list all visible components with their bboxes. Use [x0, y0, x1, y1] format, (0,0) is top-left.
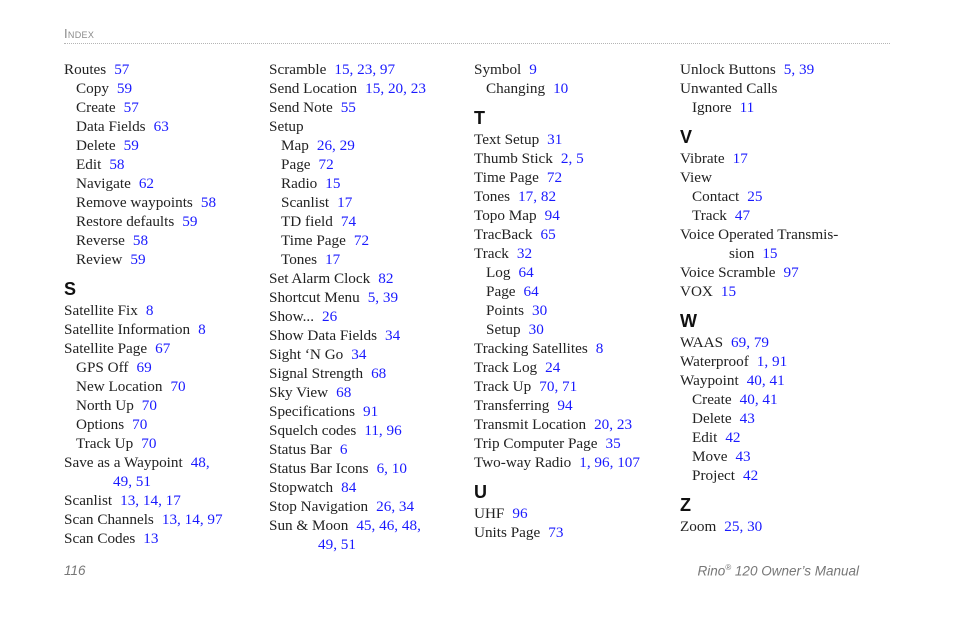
page-reference-link[interactable]: 26	[322, 308, 338, 325]
entry-term: Navigate	[76, 175, 131, 192]
page-reference-link[interactable]: 65	[540, 226, 556, 243]
page-reference-link[interactable]: 35	[605, 435, 621, 452]
index-entry	[269, 307, 469, 326]
entry-term: Save as a Waypoint	[64, 454, 183, 471]
entry-term: TracBack	[474, 226, 533, 243]
page-reference-link[interactable]: 13, 14, 97	[161, 511, 223, 528]
page-reference-link[interactable]: 59	[123, 137, 139, 154]
entry-term: Voice Operated Transmis-	[680, 226, 839, 243]
page-reference-link[interactable]: 17	[732, 150, 748, 167]
page-reference-link[interactable]: 57	[123, 99, 139, 116]
entry-term: Create	[76, 99, 116, 116]
index-entry	[474, 523, 674, 542]
index-entry	[474, 187, 674, 206]
page-reference-link[interactable]: 6, 10	[376, 460, 407, 477]
index-entry	[269, 155, 469, 174]
index-entry	[680, 282, 880, 301]
entry-term: Status Bar Icons	[269, 460, 369, 477]
letter-heading: Z	[680, 495, 691, 515]
index-entry	[680, 206, 880, 225]
entry-term: Track	[474, 245, 509, 262]
page-reference-link[interactable]: 91	[363, 403, 379, 420]
entry-term: Send Location	[269, 80, 358, 97]
index-entry	[64, 155, 264, 174]
entry-term: Restore defaults	[76, 213, 175, 230]
index-entry	[474, 130, 674, 149]
registered-mark: ®	[725, 563, 732, 572]
index-entry	[64, 377, 264, 396]
page-reference-link[interactable]: 15, 23, 97	[334, 61, 396, 78]
entry-term: Scan Codes	[64, 530, 136, 547]
index-entry	[64, 79, 264, 98]
index-entry	[269, 326, 469, 345]
index-entry	[680, 517, 880, 536]
entry-term: Changing	[486, 80, 546, 97]
entry-term: Edit	[692, 429, 718, 446]
manual-title-text: 120 Owner’s Manual	[731, 563, 859, 579]
entry-term: Setup	[486, 321, 521, 338]
index-entry	[474, 206, 674, 225]
page-reference-link[interactable]: 82	[378, 270, 394, 287]
entry-term: Text Setup	[474, 131, 540, 148]
index-entry	[474, 60, 674, 79]
page-reference-link[interactable]: 43	[739, 410, 755, 427]
entry-term: WAAS	[680, 334, 724, 351]
entry-term: GPS Off	[76, 359, 129, 376]
index-entry	[474, 282, 674, 301]
page-reference-link[interactable]: 17	[325, 251, 341, 268]
entry-term: Map	[281, 137, 309, 154]
page-reference-link[interactable]: 13	[143, 530, 159, 547]
page-reference-link[interactable]: 55	[340, 99, 356, 116]
index-entry	[269, 516, 469, 535]
page-reference-link[interactable]: 84	[341, 479, 357, 496]
entry-term: Setup	[269, 118, 304, 135]
entry-term: Delete	[692, 410, 732, 427]
entry-term: Tones	[281, 251, 318, 268]
page-reference-link[interactable]: 32	[516, 245, 533, 262]
page-reference-link[interactable]: 1, 91	[756, 353, 788, 370]
page-reference-link[interactable]: 63	[153, 118, 169, 135]
index-entry	[474, 434, 674, 453]
page-reference-link[interactable]: 42	[725, 429, 741, 446]
index-entry	[269, 250, 469, 269]
entry-term: Tones	[474, 188, 511, 205]
page-reference-link[interactable]: 49, 51	[113, 473, 151, 490]
index-column-1	[64, 60, 264, 548]
entry-term: North Up	[76, 397, 134, 414]
page-reference-link[interactable]: 9	[529, 61, 537, 78]
entry-term: Scanlist	[281, 194, 330, 211]
entry-term: Scan Channels	[64, 511, 154, 528]
entry-term: sion	[729, 245, 755, 262]
entry-term: Sun & Moon	[269, 517, 349, 534]
page-reference-link[interactable]: 72	[546, 169, 563, 186]
index-entry	[474, 339, 674, 358]
page-reference-link[interactable]: 8	[145, 302, 154, 319]
entry-term: Vibrate	[680, 150, 725, 167]
entry-term: Project	[692, 467, 736, 484]
page-reference-link[interactable]: 15, 20, 23	[365, 80, 426, 97]
entry-term: Create	[692, 391, 732, 408]
entry-term: Track Log	[474, 359, 538, 376]
entry-term: Scanlist	[64, 492, 113, 509]
page-reference-link[interactable]: 48,	[190, 454, 210, 471]
entry-term: TD field	[281, 213, 333, 230]
page-reference-link[interactable]: 26, 34	[376, 498, 415, 515]
entry-term: Contact	[692, 188, 740, 205]
page-reference-link[interactable]: 15	[325, 175, 341, 192]
page-reference-link[interactable]: 17, 82	[518, 188, 557, 205]
index-entry	[269, 136, 469, 155]
index-entry	[64, 434, 264, 453]
entry-term: Transmit Location	[474, 416, 587, 433]
entry-term: View	[680, 169, 712, 186]
letter-heading: V	[680, 127, 693, 147]
entry-term: Squelch codes	[269, 422, 357, 439]
page-reference-link[interactable]: 70, 71	[539, 378, 578, 395]
index-entry	[64, 491, 264, 510]
index-entry	[269, 459, 469, 478]
page-reference-link[interactable]: 30	[528, 321, 544, 338]
page-reference-link[interactable]: 59	[130, 251, 146, 268]
entry-term: Zoom	[680, 518, 717, 535]
page-reference-link[interactable]: 45, 46, 48,	[356, 517, 421, 534]
index-entry	[680, 352, 880, 371]
index-entry	[64, 358, 264, 377]
index-entry	[64, 510, 264, 529]
page-reference-link[interactable]: 11, 96	[364, 422, 402, 439]
index-entry	[64, 472, 264, 491]
letter-heading: T	[474, 108, 485, 128]
page-reference-link[interactable]: 73	[548, 524, 564, 541]
index-column-2	[269, 60, 469, 554]
index-entry	[474, 396, 674, 415]
page-reference-link[interactable]: 74	[340, 213, 357, 230]
entry-term: Track Up	[76, 435, 134, 452]
page-reference-link[interactable]: 59	[182, 213, 198, 230]
entry-term: Review	[76, 251, 123, 268]
index-entry	[64, 320, 264, 339]
entry-term: Units Page	[474, 524, 541, 541]
page-reference-link[interactable]: 64	[523, 283, 539, 300]
index-entry	[269, 345, 469, 364]
entry-term: Unwanted Calls	[680, 80, 778, 97]
page-reference-link[interactable]: 10	[553, 80, 569, 97]
entry-term: Satellite Fix	[64, 302, 138, 319]
index-entry	[680, 428, 880, 447]
page-reference-link[interactable]: 70	[141, 397, 157, 414]
page-reference-link[interactable]: 94	[557, 397, 573, 414]
entry-term: Copy	[76, 80, 109, 97]
index-entry	[474, 225, 674, 244]
page-reference-link[interactable]: 17	[337, 194, 353, 211]
entry-term: Tracking Satellites	[474, 340, 588, 357]
page-reference-link[interactable]: 72	[318, 156, 334, 173]
entry-term: Trip Computer Page	[474, 435, 598, 452]
index-entry	[64, 301, 264, 320]
page-reference-link[interactable]: 13, 14, 17	[120, 492, 181, 509]
entry-term: Stop Navigation	[269, 498, 369, 515]
letter-heading: U	[474, 482, 487, 502]
entry-term: Show Data Fields	[269, 327, 377, 344]
entry-term: Options	[76, 416, 125, 433]
index-entry	[64, 193, 264, 212]
index-entry	[680, 447, 880, 466]
page-reference-link[interactable]: 70	[132, 416, 148, 433]
index-entry	[269, 364, 469, 383]
index-entry	[680, 390, 880, 409]
entry-term: Page	[486, 283, 516, 300]
index-entry	[474, 358, 674, 377]
index-entry	[269, 478, 469, 497]
manual-title	[698, 563, 860, 579]
index-entry	[64, 339, 264, 358]
entry-term: Topo Map	[474, 207, 537, 224]
index-entry	[680, 187, 880, 206]
index-entry	[64, 136, 264, 155]
page-reference-link[interactable]: 26, 29	[316, 137, 355, 154]
entry-term: Remove waypoints	[76, 194, 193, 211]
index-entry	[269, 288, 469, 307]
page-reference-link[interactable]: 49, 51	[318, 536, 356, 553]
index-entry	[269, 60, 469, 79]
page-reference-link[interactable]: 5, 39	[367, 289, 399, 306]
index-entry	[680, 466, 880, 485]
index-entry	[680, 168, 880, 187]
page-number: 116	[64, 563, 86, 578]
section-header: Index	[64, 26, 95, 41]
entry-term: Unlock Buttons	[680, 61, 776, 78]
entry-term: Shortcut Menu	[269, 289, 360, 306]
entry-term: Voice Scramble	[680, 264, 776, 281]
index-entry	[269, 497, 469, 516]
entry-term: Radio	[281, 175, 318, 192]
page-reference-link[interactable]: 58	[109, 156, 125, 173]
page-reference-link[interactable]: 5, 39	[783, 61, 815, 78]
entry-term: Thumb Stick	[474, 150, 553, 167]
entry-term: Waterproof	[680, 353, 749, 370]
entry-term: Transferring	[474, 397, 550, 414]
page-reference-link[interactable]: 58	[200, 194, 217, 211]
index-entry	[474, 320, 674, 339]
page-reference-link[interactable]: 40, 41	[739, 391, 778, 408]
index-entry	[269, 117, 469, 136]
index-entry	[269, 269, 469, 288]
entry-term: Ignore	[692, 99, 732, 116]
entry-term: Set Alarm Clock	[269, 270, 371, 287]
index-entry	[474, 453, 674, 472]
page-reference-link[interactable]: 6	[339, 441, 348, 458]
page-reference-link[interactable]: 11	[739, 99, 755, 116]
entry-term: Stopwatch	[269, 479, 334, 496]
entry-term: Log	[486, 264, 511, 281]
entry-term: Satellite Page	[64, 340, 148, 357]
index-entry	[64, 250, 264, 269]
entry-term: Routes	[64, 61, 107, 78]
index-entry	[680, 60, 880, 79]
index-entry	[269, 79, 469, 98]
index-entry	[64, 117, 264, 136]
page-reference-link[interactable]: 47	[734, 207, 751, 224]
index-entry	[269, 174, 469, 193]
page-reference-link[interactable]: 59	[116, 80, 133, 97]
entry-term: Data Fields	[76, 118, 146, 135]
index-entry	[474, 149, 674, 168]
letter-heading: S	[64, 279, 77, 299]
entry-term: Signal Strength	[269, 365, 364, 382]
index-entry	[474, 168, 674, 187]
entry-term: VOX	[680, 283, 713, 300]
page-reference-link[interactable]: 70	[141, 435, 157, 452]
page-reference-link[interactable]: 69	[136, 359, 152, 376]
page-reference-link[interactable]: 94	[544, 207, 560, 224]
index-entry	[680, 149, 880, 168]
entry-term: Status Bar	[269, 441, 332, 458]
index-column-3	[474, 60, 674, 542]
entry-term: Show...	[269, 308, 315, 325]
page-reference-link[interactable]: 34	[385, 327, 401, 344]
index-entry	[64, 396, 264, 415]
entry-term: Specifications	[269, 403, 356, 420]
page-reference-link[interactable]: 15	[720, 283, 737, 300]
brand-name: Rino	[697, 563, 726, 579]
entry-term: Time Page	[474, 169, 539, 186]
page-reference-link[interactable]: 62	[138, 175, 155, 192]
index-entry	[680, 79, 880, 98]
entry-term: Points	[486, 302, 524, 319]
entry-term: Sight ‘N Go	[269, 346, 344, 363]
index-entry	[680, 98, 880, 117]
index-entry	[64, 98, 264, 117]
index-entry	[64, 231, 264, 250]
index-entry	[64, 453, 264, 472]
index-entry	[474, 301, 674, 320]
index-entry	[474, 504, 674, 523]
page-reference-link[interactable]: 67	[155, 340, 171, 357]
page-reference-link[interactable]: 25	[747, 188, 763, 205]
page-reference-link[interactable]: 15	[762, 245, 778, 262]
entry-term: Edit	[76, 156, 102, 173]
entry-term: Track	[692, 207, 727, 224]
page-reference-link[interactable]: 40, 41	[746, 372, 785, 389]
page-reference-link[interactable]: 1, 96, 107	[579, 454, 640, 471]
index-entry	[64, 415, 264, 434]
index-entry	[269, 402, 469, 421]
entry-term: Delete	[76, 137, 116, 154]
page-reference-link[interactable]: 96	[512, 505, 528, 522]
index-entry	[269, 98, 469, 117]
entry-term: Satellite Information	[64, 321, 191, 338]
page-reference-link[interactable]: 57	[114, 61, 130, 78]
index-entry	[680, 371, 880, 390]
entry-term: Page	[281, 156, 311, 173]
entry-term: Waypoint	[680, 372, 739, 389]
entry-term: New Location	[76, 378, 163, 395]
page-reference-link[interactable]: 58	[132, 232, 149, 249]
entry-term: Send Note	[269, 99, 333, 116]
index-entry	[269, 421, 469, 440]
index-entry	[680, 409, 880, 428]
page-reference-link[interactable]: 42	[743, 467, 759, 484]
index-entry	[680, 263, 880, 282]
index-entry	[680, 225, 880, 244]
entry-term: Track Up	[474, 378, 532, 395]
page-reference-link[interactable]: 30	[531, 302, 548, 319]
index-entry	[269, 193, 469, 212]
index-entry	[680, 244, 880, 263]
letter-heading: W	[680, 311, 697, 331]
index-entry	[269, 535, 469, 554]
page-reference-link[interactable]: 20, 23	[594, 416, 633, 433]
entry-term: Move	[692, 448, 728, 465]
page-reference-link[interactable]: 24	[545, 359, 561, 376]
index-entry	[474, 415, 674, 434]
page-reference-link[interactable]: 25, 30	[724, 518, 763, 535]
index-entry	[474, 244, 674, 263]
index-entry	[64, 212, 264, 231]
entry-term: Sky View	[269, 384, 329, 401]
index-entry	[269, 383, 469, 402]
entry-term: Reverse	[76, 232, 125, 249]
entry-term: Two-way Radio	[474, 454, 572, 471]
index-entry	[680, 333, 880, 352]
index-entry	[64, 529, 264, 548]
page-reference-link[interactable]: 43	[735, 448, 751, 465]
page-reference-link[interactable]: 31	[547, 131, 563, 148]
entry-term: Scramble	[269, 61, 327, 78]
page-reference-link[interactable]: 68	[336, 384, 352, 401]
page-reference-link[interactable]: 97	[783, 264, 799, 281]
index-entry	[269, 440, 469, 459]
index-column-4	[680, 60, 880, 536]
index-entry	[64, 60, 264, 79]
index-entry	[269, 212, 469, 231]
page-reference-link[interactable]: 70	[170, 378, 186, 395]
entry-term: Symbol	[474, 61, 522, 78]
index-entry	[269, 231, 469, 250]
page-reference-link[interactable]: 2, 5	[560, 150, 584, 167]
page-reference-link[interactable]: 8	[595, 340, 604, 357]
page-reference-link[interactable]: 34	[351, 346, 367, 363]
page-reference-link[interactable]: 64	[518, 264, 534, 281]
index-entry	[474, 377, 674, 396]
page-reference-link[interactable]: 68	[371, 365, 387, 382]
index-entry	[474, 79, 674, 98]
entry-term: Time Page	[281, 232, 346, 249]
header-divider	[64, 43, 890, 44]
entry-term: UHF	[474, 505, 505, 522]
page-reference-link[interactable]: 69, 79	[731, 334, 770, 351]
index-entry	[474, 263, 674, 282]
page-reference-link[interactable]: 72	[353, 232, 370, 249]
page-reference-link[interactable]: 8	[198, 321, 206, 338]
index-entry	[64, 174, 264, 193]
